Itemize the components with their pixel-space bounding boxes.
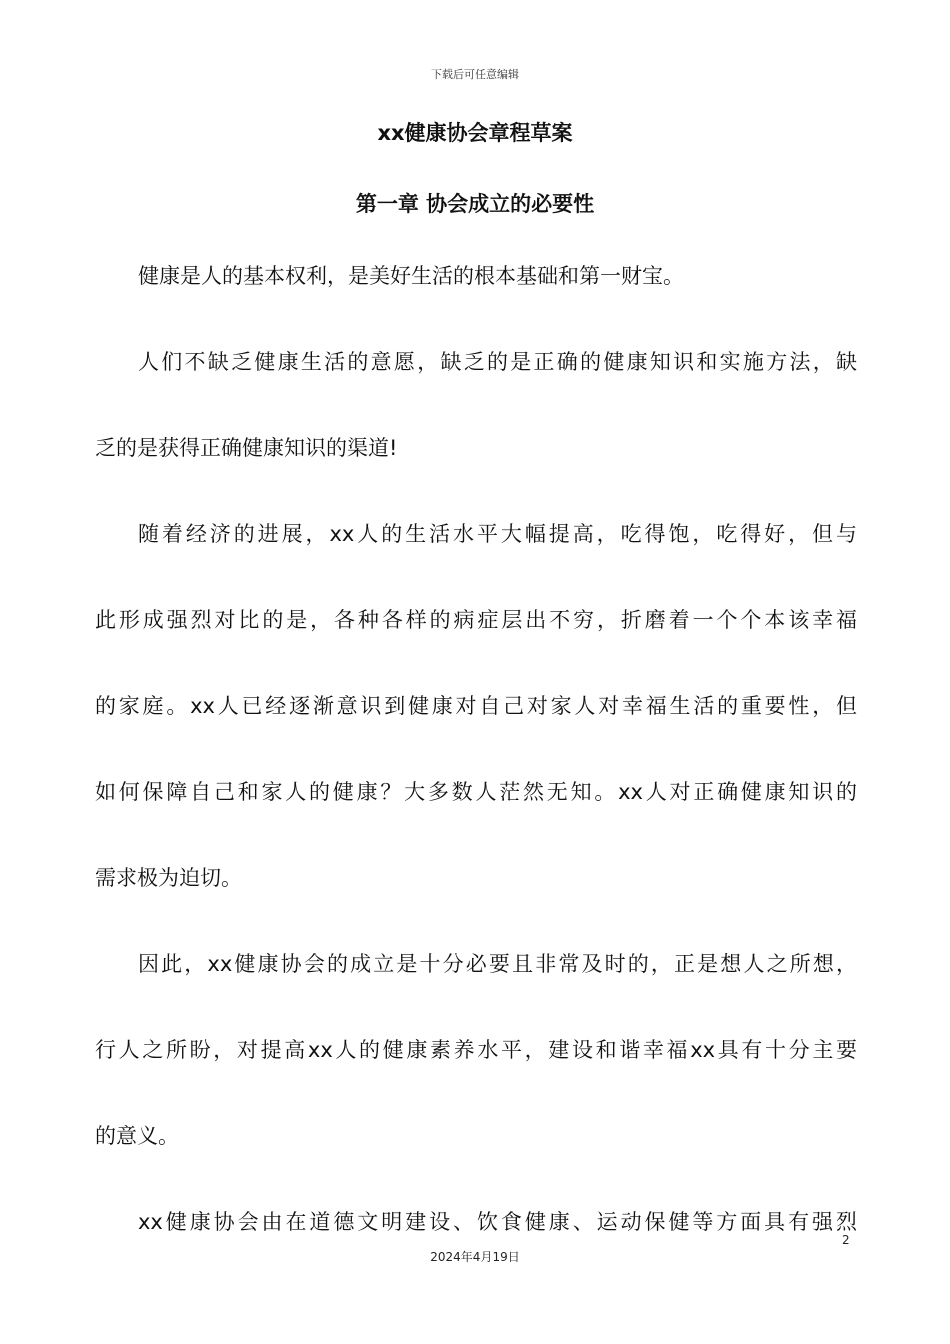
paragraph-line: 的意义。 [95, 1124, 179, 1148]
footer-date: 2024年4月19日 [430, 1250, 520, 1264]
paragraph-line: 随着经济的进展，xx人的生活水平大幅提高，吃得饱，吃得好，但与 [138, 522, 857, 546]
paragraph-line: 的家庭。xx人已经逐渐意识到健康对自己对家人对幸福生活的重要性，但 [95, 694, 857, 718]
paragraph-line: xx健康协会由在道德文明建设、饮食健康、运动保健等方面具有强烈 [138, 1210, 857, 1234]
chapter-title: 第一章 协会成立的必要性 [355, 192, 595, 216]
paragraph-line: 此形成强烈对比的是，各种各样的病症层出不穷，折磨着一个个本该幸福 [95, 608, 857, 632]
paragraph-line: 需求极为迫切。 [95, 866, 242, 890]
document-title: xx健康协会章程草案 [377, 121, 573, 145]
header-note: 下载后可任意编辑 [431, 68, 519, 81]
paragraph-line: 人们不缺乏健康生活的意愿，缺乏的是正确的健康知识和实施方法，缺 [138, 350, 857, 374]
paragraph-line: 健康是人的基本权利，是美好生活的根本基础和第一财宝。 [138, 264, 684, 288]
document-body [95, 248, 857, 1280]
paragraph-line: 乏的是获得正确健康知识的渠道! [95, 436, 398, 460]
paragraph-line: 行人之所盼，对提高xx人的健康素养水平，建设和谐幸福xx具有十分主要 [95, 1038, 857, 1062]
paragraph-line: 因此，xx健康协会的成立是十分必要且非常及时的，正是想人之所想， [138, 952, 857, 976]
page-number: 2 [842, 1233, 850, 1247]
paragraph-line: 如何保障自己和家人的健康？大多数人茫然无知。xx人对正确健康知识的 [95, 780, 857, 804]
